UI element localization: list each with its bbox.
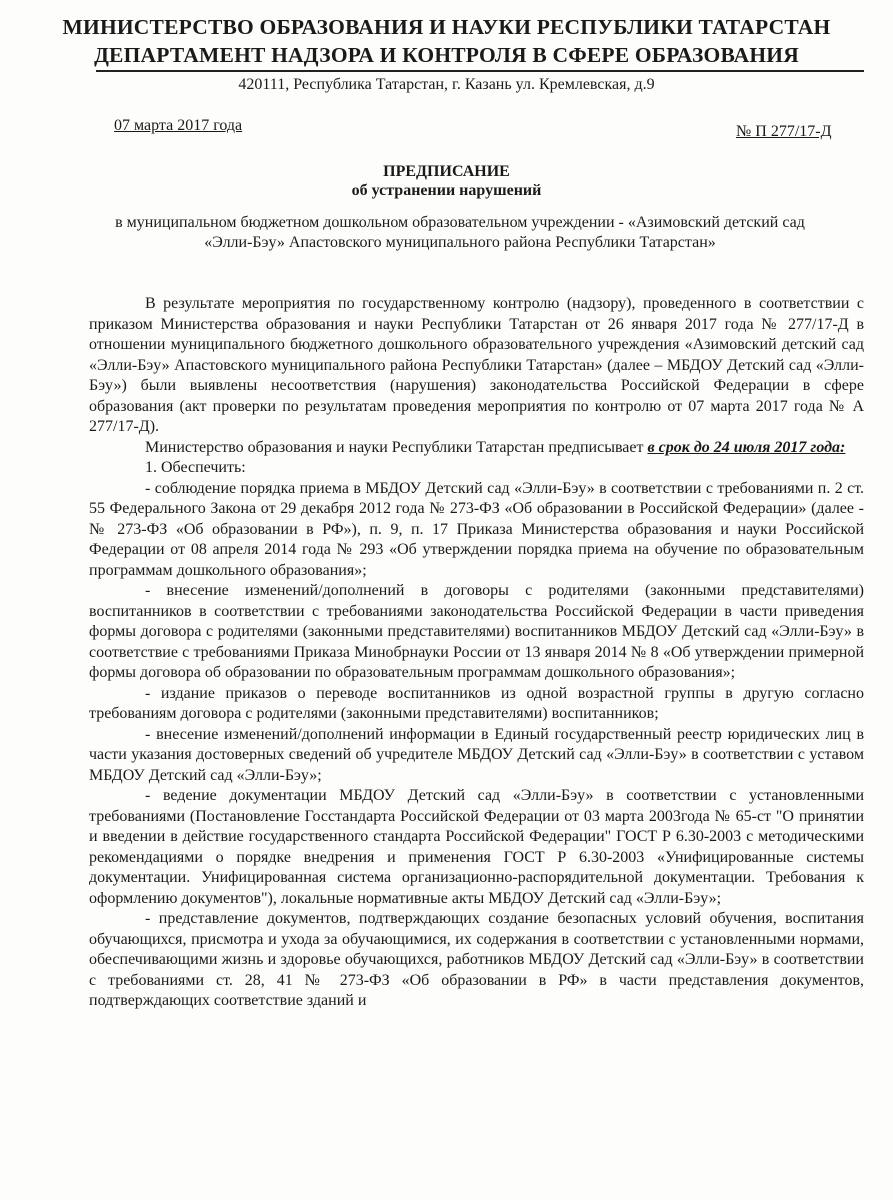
requirement-documentation: - ведение документации МБДОУ Детский сад «Элли-Бэу» в соответствии с установленными требованиями (Постановление Госстандарта Российской Федерации от 03 марта 2003года № 65-ст "О принятии и введении в действие государственного стандарта Российской Федерации" ГОСТ Р 6.30-2003 с методическими рекомендациями о порядке внедрения и применения ГОСТ Р 6.30-2003 «Унифицированные системы документации. Унифицированная система организационно-распорядительной документации. Требования к оформлению документов"), локальные нормативные акты МБДОУ Детский сад «Элли-Бэу»; bbox=[89, 787, 864, 907]
ministry-address: 420111, Республика Татарстан, г. Казань ул. Кремлевская, д.9 bbox=[238, 76, 655, 93]
document-date: 07 марта 2017 года bbox=[114, 117, 243, 134]
header-rule bbox=[96, 70, 864, 72]
paragraph-findings: В результате мероприятия по государственному контролю (надзору), проведенного в соответствии с приказом Министерства образования и науки Республики Татарстан от 26 января 2017 года № 277/17-Д в отношении муниципального бюджетного дошкольного образовательного учреждения «Азимовский детский сад «Элли-Бэу» Апастовского муниципального района Республики Татарстан» (далее – МБДОУ Детский сад «Элли-Бэу») были выявлены несоответствия (нарушения) законодательства Российской Федерации в сфере образования (акт проверки по результатам проведения мероприятия по контролю от 07 марта 2017 года № А 277/17-Д). bbox=[89, 295, 864, 435]
document-body bbox=[89, 294, 864, 1012]
requirement-transfer-orders: - издание приказов о переводе воспитанников из одной возрастной группы в другую согласно требованиям договора с родителями (законными представителями) воспитанников; bbox=[89, 684, 864, 722]
paragraph-order bbox=[89, 438, 864, 459]
department-name: ДЕПАРТАМЕНТ НАДЗОРА И КОНТРОЛЯ В СФЕРЕ ОБРАЗОВАНИЯ bbox=[94, 43, 799, 67]
item-heading: 1. Обеспечить: bbox=[145, 459, 246, 476]
requirement-safety-documents: - представление документов, подтверждающих создание безопасных условий обучения, воспитания обучающихся, присмотра и ухода за обучающимися, их содержания в соответствии с установленными нормами, обеспечивающими жизнь и здоровье обучающихся, работников МБДОУ Детский сад «Элли-Бэу» в соответствии с требованиями ст. 28, 41 № 273-ФЗ «Об образовании в РФ» в части представления документов, подтверждающих соответствие зданий и bbox=[89, 910, 864, 1009]
requirement-contracts: - внесение изменений/дополнений в договоры с родителями (законными представителями) воспитанников в соответствии с требованиями законодательства Российской Федерации в части приведения формы договора с родителями (законными представителями) воспитанников МБДОУ Детский сад «Элли-Бэу» в соответствие с требованиями Приказа Минобрнауки России от 13 января 2014 № 8 «Об утверждении примерной формы договора об образовании по образовательным программам дошкольного образования»; bbox=[89, 582, 864, 681]
deadline: в срок до 24 июля 2017 года: bbox=[647, 438, 846, 456]
requirement-admission: - соблюдение порядка приема в МБДОУ Детский сад «Элли-Бэу» в соответствии с требованиями п. 2 ст. 55 Федерального Закона от 29 декабря 2012 года № 273-ФЗ «Об образовании в Российской Федерации» (далее - № 273-ФЗ «Об образовании в РФ»), п. 9, п. 17 Приказа Министерства образования и науки Российской Федерации от 08 апреля 2014 года № 293 «Об утверждении порядка приема на обучение по образовательным программам дошкольного образования»; bbox=[89, 479, 864, 579]
order-text: Министерство образования и науки Республики Татарстан предписывает bbox=[145, 438, 648, 456]
requirement-registry: - внесение изменений/дополнений информации в Единый государственный реестр юридических лиц в части указания достоверных сведений об учредителе МБДОУ Детский сад «Элли-Бэу» в соответствии с уставом МБДОУ Детский сад «Элли-Бэу»; bbox=[89, 725, 864, 784]
document-number: № П 277/17-Д bbox=[736, 123, 832, 140]
document-title: ПРЕДПИСАНИЕ bbox=[383, 163, 510, 180]
document-subtitle: об устранении нарушений bbox=[351, 182, 542, 199]
institution-name: в муниципальном бюджетном дошкольном образовательном учреждении - «Азимовский детский сад «Элли-Бэу» Апастовского муниципального района Республики Татарстан» bbox=[115, 214, 805, 251]
ministry-name: МИНИСТЕРСТВО ОБРАЗОВАНИЯ И НАУКИ РЕСПУБЛИКИ ТАТАРСТАН bbox=[62, 15, 831, 39]
